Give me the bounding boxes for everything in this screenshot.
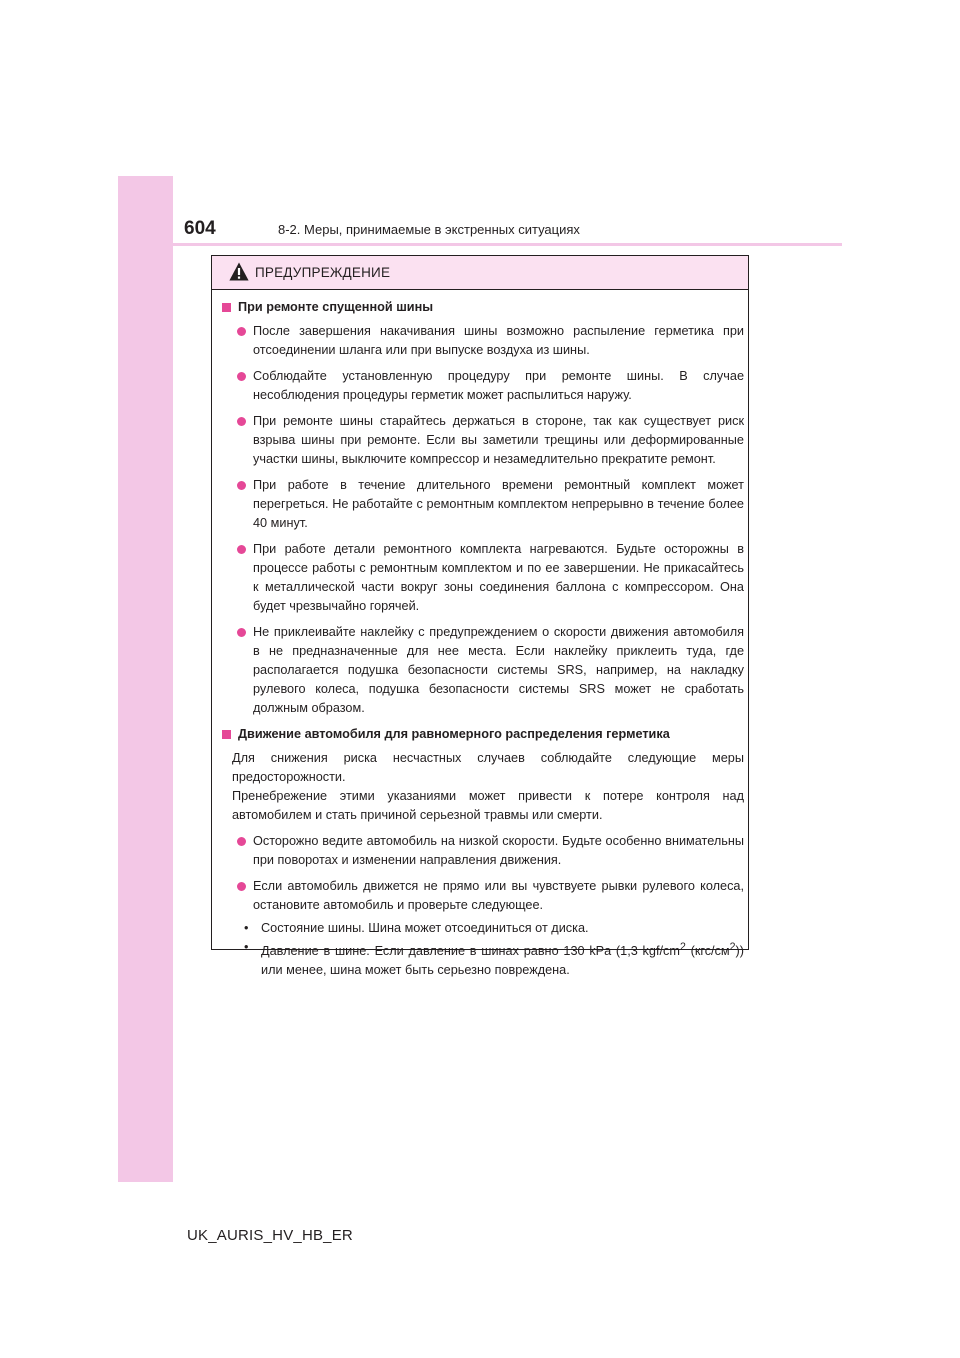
superscript: 2 xyxy=(729,941,736,953)
paragraph: Для снижения риска несчастных случаев соблюдайте следующие меры предосторожности. xyxy=(232,751,744,784)
warning-box xyxy=(211,255,749,978)
list-item-text: Не приклеивайте наклейку с предупреждением о скорости движения автомобиля в не предназначенные для нее места. Если наклейку приклеить туда, где располагается подушка безопасности системы SRS, например, на накладку рулевого колеса, подушка безопасности системы SRS может не сработать должным образом. xyxy=(253,625,744,715)
list-item-text: После завершения накачивания шины возможно распыление герметика при отсоединении шланга или при выпуске воздуха из шины. xyxy=(253,324,744,357)
list-item xyxy=(232,367,744,405)
page-number: 604 xyxy=(184,218,216,239)
warning-header xyxy=(212,256,748,290)
list-item-text: При работе детали ремонтного комплекта нагреваются. Будьте осторожны в процессе работы с ремонтным комплектом и по ее завершении. Не прикасайтесь к металлической части вокруг зоны соединения баллона с компрессором. Она будет чрезвычайно горячей. xyxy=(253,542,744,613)
superscript: 2 xyxy=(679,941,686,953)
list-item-text: Соблюдайте установленную процедуру при ремонте шины. В случае несоблюдения процедуры герметик может распылиться наружу. xyxy=(253,369,744,402)
sub-list-item xyxy=(232,938,744,980)
sub-bullet: • xyxy=(244,940,249,954)
list-item-text: При ремонте шины старайтесь держаться в стороне, так как существует риск взрыва шины при ремонте. Если вы заметили трещины или деформированные участки шины, выключите компрессор и незамедлительно прекратите ремонт. xyxy=(253,414,744,466)
warning-content xyxy=(222,298,744,980)
round-bullet-icon xyxy=(237,481,246,490)
sub-list-item-text: Давление в шине. Если давление в шинах равно 130 kPa (1,3 kgf/cm xyxy=(261,944,680,959)
round-bullet-icon xyxy=(237,545,246,554)
paragraph-block xyxy=(222,749,744,825)
square-bullet-icon xyxy=(222,730,231,739)
round-bullet-icon xyxy=(237,417,246,426)
round-bullet-icon xyxy=(237,372,246,381)
list-item xyxy=(232,877,744,915)
sub-list-item-text: )) или менее, шина может быть серьезно повреждена. xyxy=(261,944,744,978)
list-item xyxy=(232,476,744,533)
list-item-text: Осторожно ведите автомобиль на низкой скорости. Будьте особенно внимательны при поворотах и изменении направления движения. xyxy=(253,834,744,867)
list-item-text: При работе в течение длительного времени ремонтный комплект может перегреться. Не работайте с ремонтным комплектом непрерывно в течение более 40 минут. xyxy=(253,478,744,530)
footer-model-code: UK_AURIS_HV_HB_ER xyxy=(187,1227,353,1244)
section-title: 8-2. Меры, принимаемые в экстренных ситуациях xyxy=(278,222,580,237)
round-bullet-icon xyxy=(237,882,246,891)
section-heading-text: Движение автомобиля для равномерного распределения герметика xyxy=(238,727,670,741)
list-item xyxy=(232,623,744,718)
paragraph: Пренебрежение этими указаниями может привести к потере контроля над автомобилем и стать причиной серьезной травмы или смерти. xyxy=(232,789,744,822)
sub-list-item xyxy=(232,919,744,938)
page-header xyxy=(118,176,842,246)
warning-triangle-icon xyxy=(229,262,249,281)
section-heading xyxy=(222,725,744,744)
side-band xyxy=(118,176,173,1182)
list-item xyxy=(232,322,744,360)
sub-list-item-text: (кгс/см xyxy=(690,944,730,959)
list-item xyxy=(232,832,744,870)
list-item xyxy=(232,540,744,616)
sub-list-item-text: Состояние шины. Шина может отсоединиться от диска. xyxy=(261,921,589,935)
round-bullet-icon xyxy=(237,628,246,637)
round-bullet-icon xyxy=(237,327,246,336)
sub-bullet: • xyxy=(244,921,249,935)
list-item xyxy=(232,412,744,469)
warning-title: ПРЕДУПРЕЖДЕНИЕ xyxy=(255,265,391,280)
section-heading-text: При ремонте спущенной шины xyxy=(238,300,434,314)
list-item-text: Если автомобиль движется не прямо или вы чувствуете рывки рулевого колеса, остановите автомобиль и проверьте следующее. xyxy=(253,879,744,912)
section-heading xyxy=(222,298,744,317)
header-rule xyxy=(173,243,842,246)
round-bullet-icon xyxy=(237,837,246,846)
square-bullet-icon xyxy=(222,303,231,312)
